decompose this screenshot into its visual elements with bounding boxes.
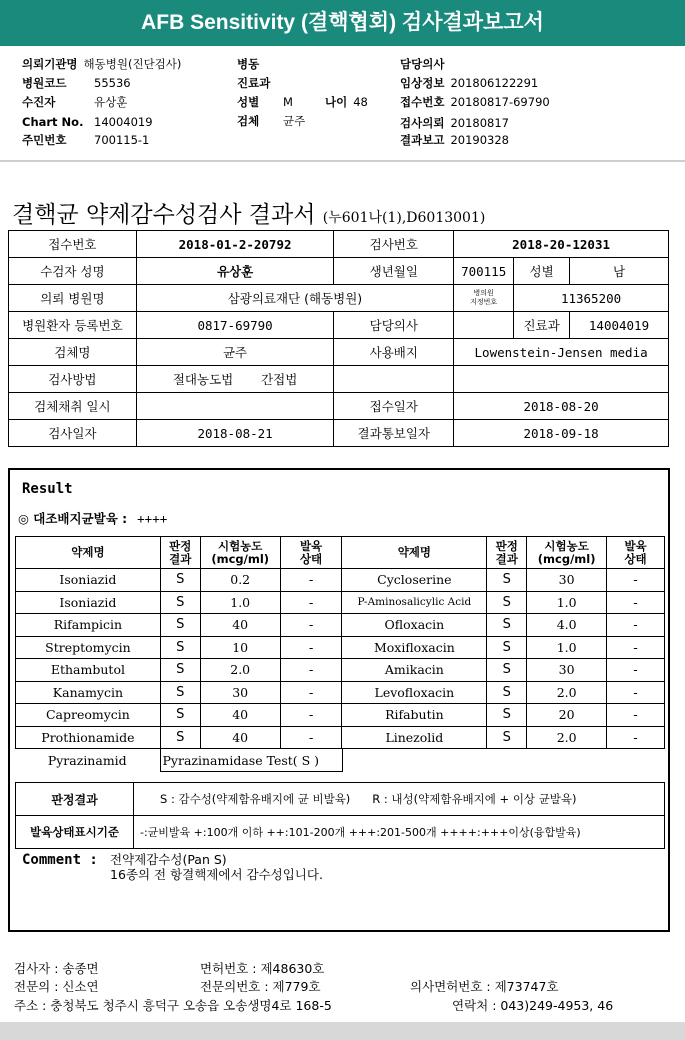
code-row	[22, 75, 131, 91]
drug-result: S	[487, 726, 527, 749]
reg-no-value: 0817-69790	[136, 312, 334, 339]
dept-row	[237, 75, 270, 91]
drug-growth: -	[280, 591, 342, 614]
document-title	[12, 196, 485, 229]
specialist: 전문의 : 신소연	[14, 979, 99, 994]
drug-conc: 30	[527, 659, 607, 682]
conc-header-left: 시험농도 (mcg/ml)	[200, 537, 280, 569]
drug-conc: 30	[527, 569, 607, 592]
drug-conc: 40	[200, 726, 280, 749]
drug-row	[16, 659, 665, 682]
drug-result: S	[487, 681, 527, 704]
drug-name: Isoniazid	[16, 591, 161, 614]
drug-row	[16, 726, 665, 749]
drug-result: S	[160, 569, 200, 592]
report-row	[400, 132, 509, 148]
sex-label-cell: 성별	[514, 258, 570, 285]
dept-label: 진료과	[237, 76, 271, 90]
pyrazinamide-row	[15, 748, 343, 772]
received-label: 접수일자	[334, 393, 454, 420]
method-blank-1	[334, 366, 454, 393]
drug-table-header	[16, 537, 665, 569]
drug-growth: -	[280, 569, 342, 592]
drug-growth: -	[607, 704, 665, 727]
drug-header-right: 약제명	[342, 537, 487, 569]
drug-conc: 1.0	[527, 636, 607, 659]
method-label: 검사방법	[9, 366, 137, 393]
drug-name: Rifampicin	[16, 614, 161, 637]
document-code: (누601나(1),D6013001)	[322, 210, 486, 226]
judge-header-right: 판정 결과	[487, 537, 527, 569]
dept-value-cell: 14004019	[570, 312, 669, 339]
patient-info-table	[8, 230, 669, 447]
designation-label-2: 지정번호	[470, 298, 498, 306]
ward-row	[237, 56, 259, 72]
method-blank-2	[454, 366, 669, 393]
drug-name: Amikacin	[342, 659, 487, 682]
notify-value: 2018-09-18	[454, 420, 669, 447]
doctor-label: 담당의사	[400, 57, 445, 71]
specimen-value: 균주	[283, 114, 306, 128]
collect-label: 검체채취 일시	[9, 393, 137, 420]
specialist-no: 전문의번호 : 제779호	[200, 979, 321, 994]
doctor-license-no: 의사면허번호 : 제73747호	[410, 979, 559, 994]
drug-growth: -	[280, 636, 342, 659]
specimen-label-cell: 검체명	[9, 339, 137, 366]
drug-header-left: 약제명	[16, 537, 161, 569]
judge-header-left: 판정 결과	[160, 537, 200, 569]
chart-value: 14004019	[94, 115, 153, 129]
drug-conc: 20	[527, 704, 607, 727]
drug-growth: -	[607, 636, 665, 659]
drug-result: S	[487, 614, 527, 637]
growth-criteria-label: 발육상태표시기준	[16, 816, 134, 849]
drug-name: Capreomycin	[16, 704, 161, 727]
drug-result: S	[487, 569, 527, 592]
patient-label: 수진자	[22, 95, 56, 109]
conc-header-right: 시험농도 (mcg/ml)	[527, 537, 607, 569]
designation-value: 11365200	[514, 285, 669, 312]
drug-conc: 1.0	[527, 591, 607, 614]
designation-label-1: 병의원	[473, 289, 494, 297]
clinical-value: 201806122291	[450, 76, 539, 90]
drug-row	[16, 704, 665, 727]
control-growth	[18, 509, 167, 527]
sex-value-cell: 남	[570, 258, 669, 285]
test-date-label: 검사일자	[9, 420, 137, 447]
hospital-value-cell: 삼광의료재단 (해동병원)	[136, 285, 453, 312]
drug-name: Linezolid	[342, 726, 487, 749]
pyrazinamide-drug: Pyrazinamid	[15, 749, 160, 772]
drug-name: Ofloxacin	[342, 614, 487, 637]
drug-result: S	[487, 704, 527, 727]
drug-name: Streptomycin	[16, 636, 161, 659]
report-banner: AFB Sensitivity (결핵협회) 검사결과보고서	[0, 0, 685, 46]
result-label: Result	[22, 481, 73, 497]
growth-header-left: 발육 상태	[280, 537, 342, 569]
judgement-r: R : 내성(약제함유배지에 + 이상 균발육)	[372, 792, 577, 806]
report-label: 결과보고	[400, 133, 445, 147]
notify-label: 결과통보일자	[334, 420, 454, 447]
receipt-no-value: 2018-01-2-20792	[136, 231, 334, 258]
drug-result: S	[160, 591, 200, 614]
judgement-text	[134, 783, 665, 816]
accession-row	[400, 94, 550, 110]
control-label: ◎ 대조배지균발육 :	[18, 511, 128, 526]
clinical-row	[400, 75, 538, 91]
judgement-s: S : 감수성(약제함유배지에 균 비발육)	[160, 792, 351, 806]
specimen-row	[237, 113, 305, 129]
drug-result: S	[160, 636, 200, 659]
patient-row	[22, 94, 127, 110]
drug-conc: 30	[200, 681, 280, 704]
name-value: 유상훈	[136, 258, 334, 285]
hospital-row	[22, 56, 181, 72]
license-no: 면허번호 : 제48630호	[200, 961, 325, 976]
received-value: 2018-08-20	[454, 393, 669, 420]
drug-conc: 2.0	[527, 726, 607, 749]
method-value	[136, 366, 334, 393]
drug-row	[16, 614, 665, 637]
drug-table	[15, 536, 665, 749]
drug-conc: 10	[200, 636, 280, 659]
drug-row	[16, 636, 665, 659]
drug-result: S	[487, 591, 527, 614]
growth-criteria-text: -:균비발육 +:100개 이하 ++:101-200개 +++:201-500개 ++++:+++이상(융합발육)	[134, 816, 665, 849]
drug-growth: -	[607, 591, 665, 614]
test-date-value: 2018-08-21	[136, 420, 334, 447]
request-row	[400, 115, 509, 131]
chart-label: Chart No.	[22, 115, 84, 129]
drug-result: S	[160, 726, 200, 749]
patient-value: 유상훈	[94, 95, 128, 109]
drug-growth: -	[607, 726, 665, 749]
ward-label: 병동	[237, 57, 260, 71]
drug-conc: 2.0	[200, 659, 280, 682]
header-divider	[0, 160, 685, 162]
age-label: 나이	[325, 95, 348, 109]
accession-label: 접수번호	[400, 95, 445, 109]
drug-name: Ethambutol	[16, 659, 161, 682]
pyrazinamide-test: Pyrazinamidase Test( S )	[160, 749, 342, 772]
drug-name: Isoniazid	[16, 569, 161, 592]
tester: 검사자 : 송종면	[14, 961, 99, 976]
drug-name: Kanamycin	[16, 681, 161, 704]
drug-conc: 0.2	[200, 569, 280, 592]
drug-name: Moxifloxacin	[342, 636, 487, 659]
judgement-table	[15, 782, 665, 849]
drug-result: S	[160, 704, 200, 727]
drug-growth: -	[607, 614, 665, 637]
drug-growth: -	[607, 681, 665, 704]
drug-row	[16, 569, 665, 592]
page-bottom-edge	[0, 1022, 685, 1040]
drug-name: Prothionamide	[16, 726, 161, 749]
birth-label: 생년월일	[334, 258, 454, 285]
drug-growth: -	[280, 681, 342, 704]
address: 주소 : 충청북도 청주시 흥덕구 오송읍 오송생명4로 168-5	[14, 998, 332, 1013]
drug-result: S	[160, 659, 200, 682]
drug-conc: 1.0	[200, 591, 280, 614]
comment-label: Comment :	[22, 852, 98, 868]
medium-value: Lowenstein-Jensen media	[454, 339, 669, 366]
document-title-text: 결핵균 약제감수성검사 결과서	[12, 202, 316, 228]
test-no-label: 검사번호	[334, 231, 454, 258]
request-value: 20180817	[450, 116, 509, 130]
drug-row	[16, 591, 665, 614]
drug-conc: 2.0	[527, 681, 607, 704]
control-value: ++++	[137, 511, 168, 526]
drug-name: Cycloserine	[342, 569, 487, 592]
hospital-value: 해동병원(진단검사)	[83, 57, 182, 71]
birth-value: 700115	[454, 258, 514, 285]
drug-growth: -	[280, 726, 342, 749]
test-no-value: 2018-20-12031	[454, 231, 669, 258]
doctor-value-cell	[454, 312, 514, 339]
drug-growth: -	[280, 704, 342, 727]
dept-label-cell: 진료과	[514, 312, 570, 339]
rrn-value: 700115-1	[94, 133, 150, 147]
drug-result: S	[160, 614, 200, 637]
receipt-no-label: 접수번호	[9, 231, 137, 258]
sex-label: 성별	[237, 95, 260, 109]
drug-result: S	[160, 681, 200, 704]
comment-block	[22, 852, 323, 882]
report-value: 20190328	[450, 133, 509, 147]
designation-label	[454, 285, 514, 312]
collect-value	[136, 393, 334, 420]
drug-growth: -	[607, 569, 665, 592]
hospital-label: 의뢰기관명	[22, 57, 78, 71]
rrn-label: 주민번호	[22, 133, 67, 147]
doctor-row	[400, 56, 444, 72]
rrn-row	[22, 132, 149, 148]
sex-value: M	[283, 95, 293, 109]
reg-no-label: 병원환자 등록번호	[9, 312, 137, 339]
growth-header-right: 발육 상태	[607, 537, 665, 569]
request-label: 검사의뢰	[400, 116, 445, 130]
accession-value: 20180817-69790	[450, 95, 550, 109]
chart-row	[22, 115, 153, 129]
drug-conc: 40	[200, 704, 280, 727]
age-value: 48	[353, 95, 368, 109]
drug-conc: 40	[200, 614, 280, 637]
code-value: 55536	[94, 76, 131, 90]
drug-result: S	[487, 636, 527, 659]
drug-growth: -	[607, 659, 665, 682]
drug-growth: -	[280, 659, 342, 682]
drug-result: S	[487, 659, 527, 682]
drug-growth: -	[280, 614, 342, 637]
drug-row	[16, 681, 665, 704]
drug-name: P-Aminosalicylic Acid	[342, 591, 487, 614]
specimen-label: 검체	[237, 114, 260, 128]
method-indirect: 간접법	[261, 372, 298, 387]
contact: 연락처 : 043)249-4953, 46	[452, 998, 614, 1013]
drug-name: Levofloxacin	[342, 681, 487, 704]
method-absolute: 절대농도법	[172, 372, 234, 387]
comment-text: 전약제감수성(Pan S) 16종의 전 항결핵제에서 감수성입니다.	[110, 852, 323, 882]
clinical-label: 임상정보	[400, 76, 445, 90]
code-label: 병원코드	[22, 76, 67, 90]
drug-name: Rifabutin	[342, 704, 487, 727]
drug-conc: 4.0	[527, 614, 607, 637]
doctor-label-cell: 담당의사	[334, 312, 454, 339]
hospital-label-cell: 의뢰 병원명	[9, 285, 137, 312]
sex-age-row	[237, 94, 368, 110]
medium-label: 사용배지	[334, 339, 454, 366]
name-label: 수검자 성명	[9, 258, 137, 285]
drug-rows	[16, 569, 665, 749]
specimen-value-cell: 균주	[136, 339, 334, 366]
judgement-label: 판정결과	[16, 783, 134, 816]
